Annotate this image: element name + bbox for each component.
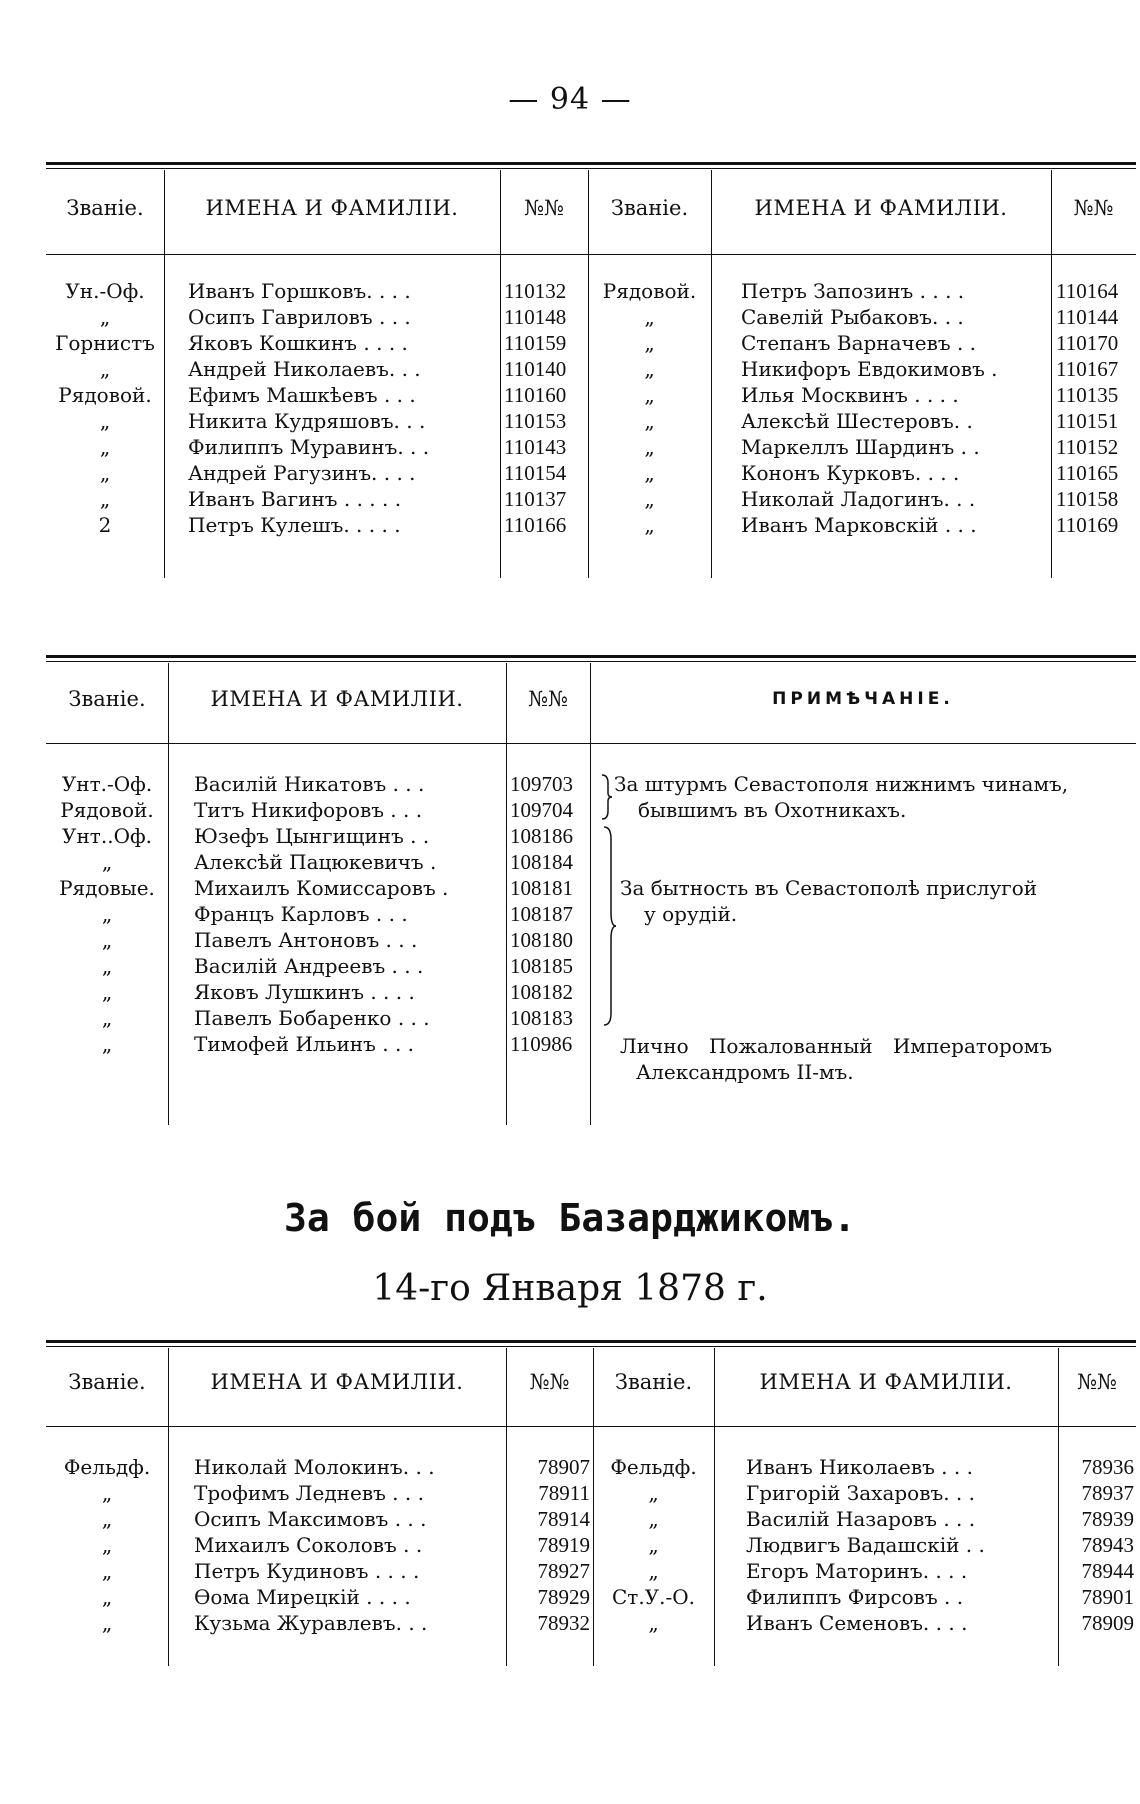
number-cell: 109703 [510,772,573,796]
name-cell: Григорій Захаровъ. . . [746,1481,975,1505]
rank-cell: „ [648,1611,659,1635]
number-cell: 110137 [504,487,567,511]
name-cell: Степанъ Варначевъ . . [741,331,977,355]
number-cell: 78911 [538,1481,590,1505]
rank-cell: „ [644,461,655,485]
header-rank: Званіе. [68,1370,146,1394]
rank-cell: „ [101,1481,113,1505]
name-cell: Тимофей Ильинъ . . . [194,1032,415,1056]
brace-1 [600,773,614,821]
rank-cell: „ [644,513,655,537]
table-row [46,953,1136,979]
rank-cell: „ [101,1507,113,1531]
note-3-line-1: Лично Пожалованный Императоромъ [620,1034,1053,1058]
name-cell: Никифоръ Евдокимовъ . [741,357,998,381]
name-cell: Филиппъ Фирсовъ . . [746,1585,964,1609]
note-2-line-1: За бытность въ Севастополѣ прислугой [620,876,1038,900]
rank-cell: „ [648,1507,659,1531]
number-cell: 110165 [1056,461,1119,485]
rank-cell: „ [101,928,113,952]
table-row [46,797,1136,823]
name-cell: Петръ Кулешъ. . . . . [188,513,401,537]
name-cell: Юзефъ Цынгищинъ . . [194,824,430,848]
name-cell: Иванъ Семеновъ. . . . [746,1611,968,1635]
number-cell: 78944 [1081,1559,1134,1583]
name-cell: Егоръ Маторинъ. . . . [746,1559,968,1583]
name-cell: Людвигъ Вадашскій . . [746,1533,985,1557]
rank-cell: „ [644,331,655,355]
number-cell: 78901 [1081,1585,1134,1609]
table-row [46,823,1136,849]
number-cell: 78907 [537,1455,590,1479]
table-1 [46,162,1136,580]
header-names: ИМЕНА И ФАМИЛІИ. [210,1370,464,1394]
header-rank: Званіе. [66,196,144,220]
table-row [46,1610,1136,1636]
number-cell: 108184 [510,850,573,874]
number-cell: 110144 [1056,305,1119,329]
number-cell: 78919 [537,1533,590,1557]
header-names: ИМЕНА И ФАМИЛІИ. [205,196,459,220]
number-cell: 110166 [504,513,567,537]
table-row [46,1480,1136,1506]
rank-cell: „ [99,487,111,511]
number-cell: 110154 [504,461,567,485]
number-cell: 110140 [504,357,567,381]
rank-cell: „ [648,1533,659,1557]
number-cell: 110160 [504,383,567,407]
number-cell: 108186 [510,824,573,848]
table-row [46,1506,1136,1532]
table-row [46,512,1136,538]
table-row [46,356,1136,382]
table-row [46,304,1136,330]
table-row [46,1558,1136,1584]
number-cell: 78936 [1081,1455,1134,1479]
rank-cell: Рядовой. [602,279,697,303]
number-cell: 110158 [1056,487,1119,511]
table-row [46,1454,1136,1480]
number-cell: 108182 [510,980,573,1004]
table-row [46,901,1136,927]
number-cell: 108180 [510,928,573,952]
table-row [46,849,1136,875]
rank-cell: „ [648,1481,659,1505]
name-cell: Михаилъ Комиссаровъ . [194,876,449,900]
brace-2 [602,825,618,1027]
name-cell: Францъ Карловъ . . . [194,902,408,926]
table-2 [46,655,1136,1127]
table-row [46,927,1136,953]
number-cell: 78937 [1081,1481,1134,1505]
rank-cell: „ [101,1611,113,1635]
rank-cell: „ [101,1533,113,1557]
table-row [46,1584,1136,1610]
note-1-line-1: За штурмъ Севастополя нижнимъ чинамъ, [614,772,1069,796]
number-cell: 108183 [510,1006,573,1030]
name-cell: Василій Назаровъ . . . [746,1507,976,1531]
number-cell: 78929 [537,1585,590,1609]
name-cell: Василій Андреевъ . . . [194,954,424,978]
number-cell: 78927 [537,1559,590,1583]
number-cell: 78909 [1081,1611,1134,1635]
name-cell: Ефимъ Машкѣевъ . . . [188,383,416,407]
number-cell: 110132 [504,279,567,303]
table-row [46,979,1136,1005]
rank-cell: Ст.У.-О. [611,1585,696,1609]
name-cell: Петръ Кудиновъ . . . . [194,1559,420,1583]
table-row [46,278,1136,304]
name-cell: Василій Никатовъ . . . [194,772,425,796]
name-cell: Иванъ Горшковъ. . . . [188,279,411,303]
name-cell: Илья Москвинъ . . . . [741,383,959,407]
header-num: №№ [524,196,564,220]
header-rank-2: Званіе. [614,1370,693,1394]
number-cell: 110159 [504,331,567,355]
rank-cell: „ [101,954,113,978]
number-cell: 110169 [1056,513,1119,537]
number-cell: 110152 [1056,435,1119,459]
number-cell: 110170 [1056,331,1119,355]
rank-cell: „ [99,461,111,485]
number-cell: 110143 [504,435,567,459]
table-row [46,1532,1136,1558]
rank-cell: „ [644,383,655,407]
rank-cell: 2 [98,513,112,537]
name-cell: Андрей Николаевъ. . . [188,357,421,381]
rank-cell: „ [99,305,111,329]
rank-cell: Рядовые. [59,876,155,900]
table-row [46,330,1136,356]
number-cell: 78914 [537,1507,590,1531]
name-cell: Кузьма Журавлевъ. . . [194,1611,428,1635]
name-cell: Яковъ Кошкинъ . . . . [188,331,408,355]
rank-cell: „ [101,902,113,926]
name-cell: Никита Кудряшовъ. . . [188,409,426,433]
rank-cell: „ [644,305,655,329]
rank-cell: Унт..Оф. [62,824,152,848]
header-rank-2: Званіе. [610,196,689,220]
name-cell: Титъ Никифоровъ . . . [194,798,423,822]
name-cell: Алексѣй Шестеровъ. . [741,409,973,433]
table-row [46,460,1136,486]
name-cell: Иванъ Вагинъ . . . . . [188,487,402,511]
rank-cell: Ун.-Оф. [65,279,145,303]
name-cell: Михаилъ Соколовъ . . [194,1533,423,1557]
header-rank: Званіе. [68,687,146,711]
number-cell: 109704 [510,798,573,822]
number-cell: 108185 [510,954,573,978]
header-note: ПРИМѢЧАНІЕ. [772,689,954,709]
rank-cell: Рядовой. [58,383,152,407]
number-cell: 110167 [1056,357,1119,381]
rank-cell: „ [644,435,655,459]
header-names-2: ИМЕНА И ФАМИЛІИ. [754,196,1008,220]
name-cell: Осипъ Максимовъ . . . [194,1507,427,1531]
header-num: №№ [528,687,568,711]
rank-cell: „ [101,1559,113,1583]
name-cell: Кононъ Курковъ. . . . [741,461,960,485]
page-number: — 94 — [508,82,632,117]
rank-cell: „ [99,409,111,433]
number-cell: 110153 [504,409,567,433]
name-cell: Андрей Рагузинъ. . . . [188,461,416,485]
note-1-line-2: бывшимъ въ Охотникахъ. [638,798,907,822]
rank-cell: Горнистъ [55,331,155,355]
header-names-2: ИМЕНА И ФАМИЛІИ. [759,1370,1013,1394]
number-cell: 108181 [510,876,573,900]
name-cell: Филиппъ Муравинъ. . . [188,435,430,459]
number-cell: 78932 [537,1611,590,1635]
name-cell: Яковъ Лушкинъ . . . . [194,980,415,1004]
name-cell: Николай Молокинъ. . . [194,1455,435,1479]
rank-cell: „ [101,1006,113,1030]
header-names: ИМЕНА И ФАМИЛІИ. [210,687,464,711]
rank-cell: Рядовой. [60,798,154,822]
number-cell: 78939 [1081,1507,1134,1531]
table-row [46,434,1136,460]
number-cell: 78943 [1081,1533,1134,1557]
section-title: За бой подъ Базарджикомъ. [284,1196,856,1240]
name-cell: Иванъ Марковскій . . . [741,513,977,537]
header-num-2: №№ [1073,196,1114,220]
number-cell: 108187 [510,902,573,926]
name-cell: Алексѣй Пацюкевичъ . [194,850,437,874]
table-row [46,1005,1136,1031]
section-date: 14-го Января 1878 г. [372,1268,768,1309]
header-num: №№ [529,1370,570,1394]
name-cell: Осипъ Гавриловъ . . . [188,305,411,329]
name-cell: Трофимъ Ледневъ . . . [194,1481,424,1505]
table-row [46,486,1136,512]
rank-cell: „ [101,1585,113,1609]
rank-cell: „ [644,409,655,433]
rank-cell: Фельдф. [610,1455,697,1479]
rank-cell: „ [99,435,111,459]
rank-cell: „ [644,487,655,511]
name-cell: Николай Ладогинъ. . . [741,487,976,511]
name-cell: Иванъ Николаевъ . . . [746,1455,973,1479]
note-2-line-2: у орудій. [644,902,738,926]
number-cell: 110135 [1056,383,1119,407]
header-num-2: №№ [1077,1370,1117,1394]
table-row [46,408,1136,434]
rank-cell: „ [101,980,113,1004]
rank-cell: „ [101,850,113,874]
rank-cell: Фельдф. [63,1455,151,1479]
rank-cell: „ [99,357,111,381]
rank-cell: „ [101,1032,113,1056]
name-cell: Ѳома Мирецкій . . . . [194,1585,411,1609]
rank-cell: Унт.-Оф. [61,772,153,796]
name-cell: Маркеллъ Шардинъ . . [741,435,980,459]
name-cell: Петръ Запозинъ . . . . [741,279,965,303]
note-3-line-2: Александромъ II-мъ. [636,1060,854,1084]
name-cell: Савелій Рыбаковъ. . . [741,305,964,329]
number-cell: 110986 [510,1032,573,1056]
table-3 [46,1340,1136,1668]
rank-cell: „ [648,1559,659,1583]
name-cell: Павелъ Антоновъ . . . [194,928,418,952]
rank-cell: „ [644,357,655,381]
table-row [46,382,1136,408]
number-cell: 110164 [1056,279,1119,303]
number-cell: 110151 [1056,409,1119,433]
number-cell: 110148 [504,305,567,329]
name-cell: Павелъ Бобаренко . . . [194,1006,430,1030]
